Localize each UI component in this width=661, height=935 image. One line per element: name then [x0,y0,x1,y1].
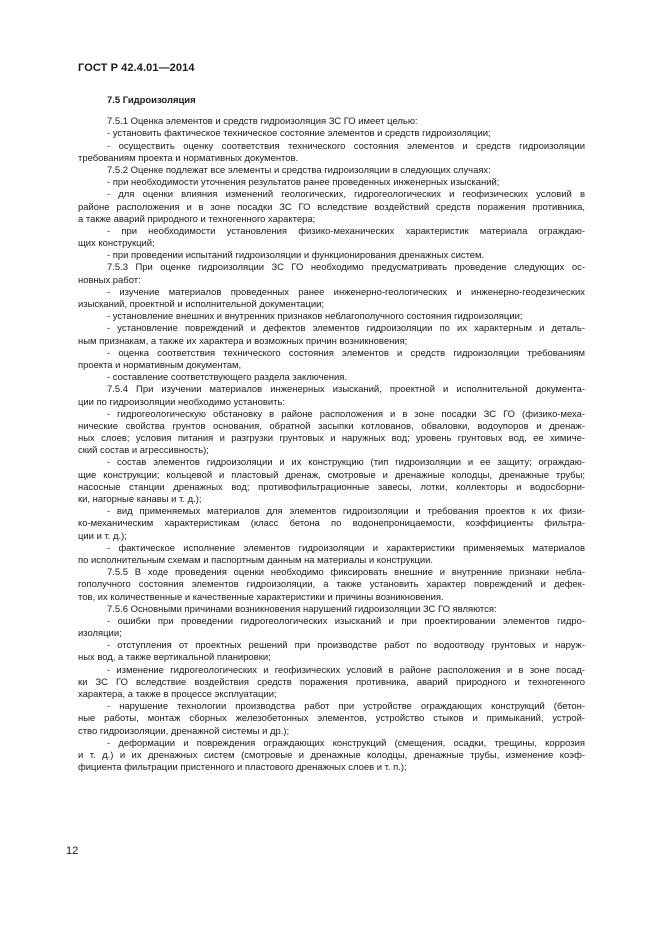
body-lines [78,116,585,774]
text-line: щие конструкции; кольцевой и пластовый дренаж, смотровые и дренажные колодцы, дренажные трубы; [78,469,585,481]
text-line: - установление внешних и внутренних признаков неблагополучного состояния гидроизоляции; [107,311,523,323]
text-line: 7.5.1 Оценка элементов и средств гидроизоляция ЗС ГО имеет целью: [107,116,418,128]
text-line: 7.5.6 Основными причинами возникновения нарушений гидроизоляции ЗС ГО являются: [107,603,497,615]
text-line: 7.5.5 В ходе проведения оценки необходимо фиксировать внешние и внутренние признаки небла- [107,567,585,579]
text-line: - гидрогеологическую обстановку в районе расположения и в зоне посадки ЗС ГО (физико-меха- [107,408,585,420]
document-header: ГОСТ Р 42.4.01—2014 [78,62,195,74]
text-line: - вид применяемых материалов для элементов гидроизоляции и требования проектов к их физи- [107,506,585,518]
text-line: ции по гидроизоляции необходимо установить: [78,396,285,408]
text-line: проекта и нормативным документам, [78,359,242,371]
text-line: - составление соответствующего раздела заключения. [107,372,347,384]
text-line: ным признакам, а также их характера и возможных причин возникновения; [78,335,408,347]
text-line: - состав элементов гидроизоляции и их конструкцию (тип гидроизоляции и ее защиту; ограждаю- [107,457,585,469]
text-line: ные работы, монтаж сборных железобетонных элементов, устройство стыков и примыканий, устрой- [78,713,585,725]
text-line: а также аварий природного и техногенного характера; [78,213,316,225]
text-line: фициента фильтрации пристенного и пластового дренажных слоев и т. п.); [78,762,407,774]
text-line: ство гидроизоляции, дренажной системы и др.); [78,725,290,737]
text-line: - установление повреждений и дефектов элементов гидроизоляции по их характерным и деталь- [107,323,585,335]
text-line: тов, их количественные и качественные характеристики и причины возникновения. [78,591,444,603]
text-line: - изменение гидрогеологических и геофизических условий в районе расположения и в зоне посад- [107,664,585,676]
text-line: нические свойства грунтов основания, обратной засыпки котлованов, обваловки, водоупоров и дренаж- [78,420,585,432]
text-line: изысканий, проектной и исполнительной документации; [78,299,324,310]
text-line: - ошибки при проведении гидрогеологических изысканий и при проектировании элементов гидро- [107,615,585,627]
text-line: характера, а также в процессе эксплуатации; [78,689,277,700]
text-line: и т. д.) и их дренажных систем (смотровые и дренажные колодцы, дренажные трубы, изменение коэф- [78,749,585,761]
text-line: 7.5.4 При изучении материалов инженерных изысканий, проектной и исполнительной документа- [107,384,585,396]
text-line: ки, нагорные канавы и т. д.); [78,494,202,505]
text-line: ский состав и агрессивность); [78,445,209,457]
text-line: - при необходимости уточнения результатов ранее проведенных инженерных изысканий; [107,177,500,189]
text-line: ки ЗС ГО вследствие воздействия средств поражения противника, аварий природного и техногенного [78,676,585,688]
text-line: - при проведении испытаний гидроизоляции и функционирования дренажных систем. [107,250,485,262]
text-line: 7.5.2 Оценке подлежат все элементы и средства гидроизоляции в следующих случаях: [107,164,491,176]
text-line: гополучного состояния элементов гидроизоляции, а также установить характер повреждений и дефек- [78,579,585,591]
text-line: - для оценки влияния изменений геологических, гидрогеологических и геофизических условий в [107,189,585,201]
text-line: насосные станции дренажных вод; противофильтрационные завесы, лотки, коллекторы и водосборни- [78,481,585,493]
text-line: - осуществить оценку соответствия технического состояния элементов и средств гидроизоляции [107,140,585,152]
text-line: районе расположения и в зоне посадки ЗС ГО вследствие воздействий средств поражения противника, [78,201,585,213]
text-line: - деформации и повреждения ограждающих конструкций (смещения, осадки, трещины, коррозия [107,737,585,749]
text-line: ных слоев; условия питания и разгрузки грунтовых и наружных вод; уровень грунтовых вод, ее химиче- [78,433,585,445]
text-line: изоляции; [78,628,122,640]
text-line: - установить фактическое техническое состояние элементов и средств гидроизоляции; [107,128,491,140]
text-line: новных работ: [78,274,141,286]
text-line: щих конструкций; [78,238,155,250]
section-title: 7.5 Гидроизоляция [107,95,196,106]
text-line: ко-механическим характеристикам (класс бетона по водонепроницаемости, коэффициенты фильтра- [78,518,585,530]
text-line: - оценка соответствия технического состояния элементов и средств гидроизоляции требованиям [107,347,585,359]
text-line: по исполнительным схемам и паспортным данным на материалы и конструкции. [78,554,434,566]
page-number: 12 [66,845,79,857]
text-line: ных вод, а также вертикальной планировки; [78,652,271,664]
text-line: - фактическое исполнение элементов гидроизоляции и характеристики применяемых материалов [107,542,585,554]
text-line: - при необходимости установления физико-механических характеристик материала ограждаю- [107,225,585,237]
text-line: ции и т. д.); [78,530,127,542]
document-body [78,95,585,774]
text-line: - отступления от проектных решений при производстве работ по водоотводу грунтовых и наруж- [107,640,585,652]
text-line: - изучение материалов проведенных ранее инженерно-геологических и инженерно-геодезических [107,286,585,298]
text-line: - нарушение технологии производства работ при устройстве ограждающих конструкций (бетон- [107,701,585,713]
text-line: требованиям проекта и нормативных документов. [78,152,299,164]
text-line: 7.5.3 При оценке гидроизоляции ЗС ГО необходимо предусматривать проведение следующих ос- [107,262,585,274]
